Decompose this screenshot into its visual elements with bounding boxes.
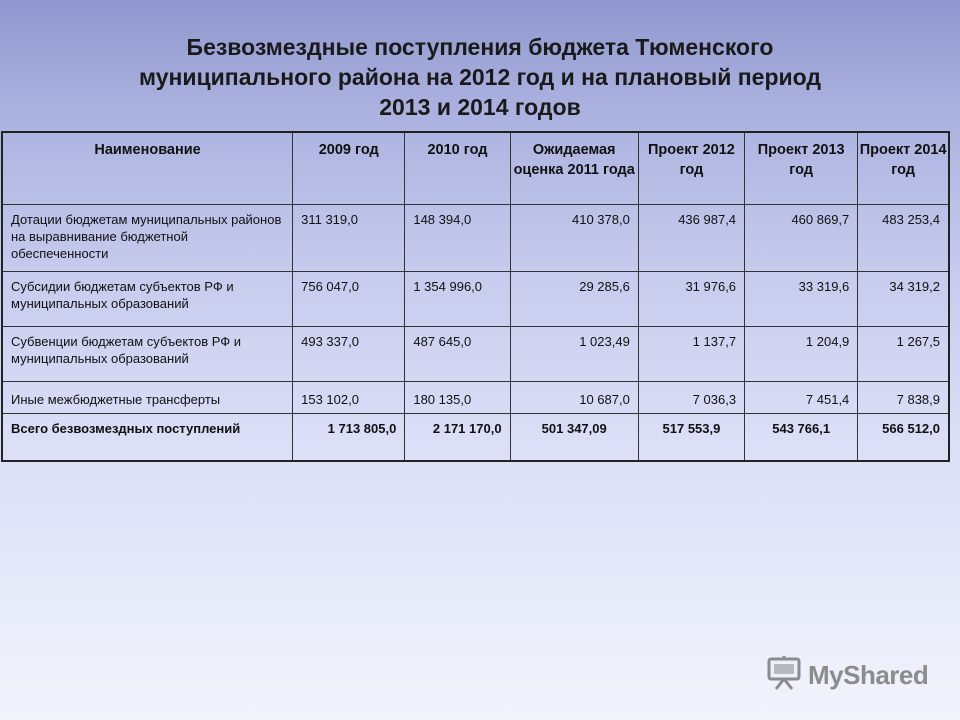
table-row — [2, 326, 949, 381]
row-name: Субсидии бюджетам субъектов РФ и муниципальных образований — [2, 271, 293, 326]
cell-2011: 29 285,6 — [510, 271, 638, 326]
title-line-3: 2013 и 2014 годов — [379, 94, 581, 120]
cell-2009: 756 047,0 — [293, 271, 405, 326]
cell-2012: 436 987,4 — [638, 204, 744, 271]
row-name: Иные межбюджетные трансферты — [2, 381, 293, 413]
cell-2013: 543 766,1 — [745, 413, 858, 461]
header-2009: 2009 год — [293, 132, 405, 204]
title-line-1: Безвозмездные поступления бюджета Тюменского — [186, 34, 774, 60]
budget-table — [1, 131, 950, 462]
header-2011-estimate: Ожидаемая оценка 2011 года — [510, 132, 638, 204]
table-header-row — [2, 132, 949, 204]
cell-2009: 311 319,0 — [293, 204, 405, 271]
cell-2012: 31 976,6 — [638, 271, 744, 326]
cell-2010: 148 394,0 — [405, 204, 510, 271]
table-row — [2, 204, 949, 271]
cell-2010: 180 135,0 — [405, 381, 510, 413]
cell-2010: 487 645,0 — [405, 326, 510, 381]
cell-2009: 153 102,0 — [293, 381, 405, 413]
cell-2011: 501 347,09 — [510, 413, 638, 461]
table-row — [2, 271, 949, 326]
watermark-logo — [766, 657, 928, 693]
cell-2013: 1 204,9 — [745, 326, 858, 381]
row-name: Всего безвозмездных поступлений — [2, 413, 293, 461]
cell-2014: 566 512,0 — [858, 413, 949, 461]
cell-2010: 1 354 996,0 — [405, 271, 510, 326]
cell-2013: 33 319,6 — [745, 271, 858, 326]
header-2014-project: Проект 2014 год — [858, 132, 949, 204]
title-line-2: муниципального района на 2012 год и на плановый период — [138, 64, 821, 90]
cell-2014: 34 319,2 — [858, 271, 949, 326]
cell-2009: 493 337,0 — [293, 326, 405, 381]
cell-2011: 1 023,49 — [510, 326, 638, 381]
header-2013-project: Проект 2013 год — [745, 132, 858, 204]
cell-2014: 483 253,4 — [858, 204, 949, 271]
cell-2012: 517 553,9 — [638, 413, 744, 461]
cell-2012: 7 036,3 — [638, 381, 744, 413]
cell-2011: 10 687,0 — [510, 381, 638, 413]
cell-2011: 410 378,0 — [510, 204, 638, 271]
row-name: Дотации бюджетам муниципальных районов на выравнивание бюджетной обеспеченности — [2, 204, 293, 271]
header-2012-project: Проект 2012 год — [638, 132, 744, 204]
header-name: Наименование — [2, 132, 293, 204]
watermark-text: MyShared — [808, 659, 929, 690]
presentation-board-icon — [766, 656, 802, 695]
cell-2014: 7 838,9 — [858, 381, 949, 413]
cell-2010: 2 171 170,0 — [405, 413, 510, 461]
row-name: Субвенции бюджетам субъектов РФ и муниципальных образований — [2, 326, 293, 381]
table-row — [2, 381, 949, 413]
cell-2009: 1 713 805,0 — [293, 413, 405, 461]
cell-2012: 1 137,7 — [638, 326, 744, 381]
slide-title — [60, 32, 900, 122]
header-2010: 2010 год — [405, 132, 510, 204]
cell-2013: 7 451,4 — [745, 381, 858, 413]
cell-2013: 460 869,7 — [745, 204, 858, 271]
cell-2014: 1 267,5 — [858, 326, 949, 381]
table-total-row — [2, 413, 949, 461]
